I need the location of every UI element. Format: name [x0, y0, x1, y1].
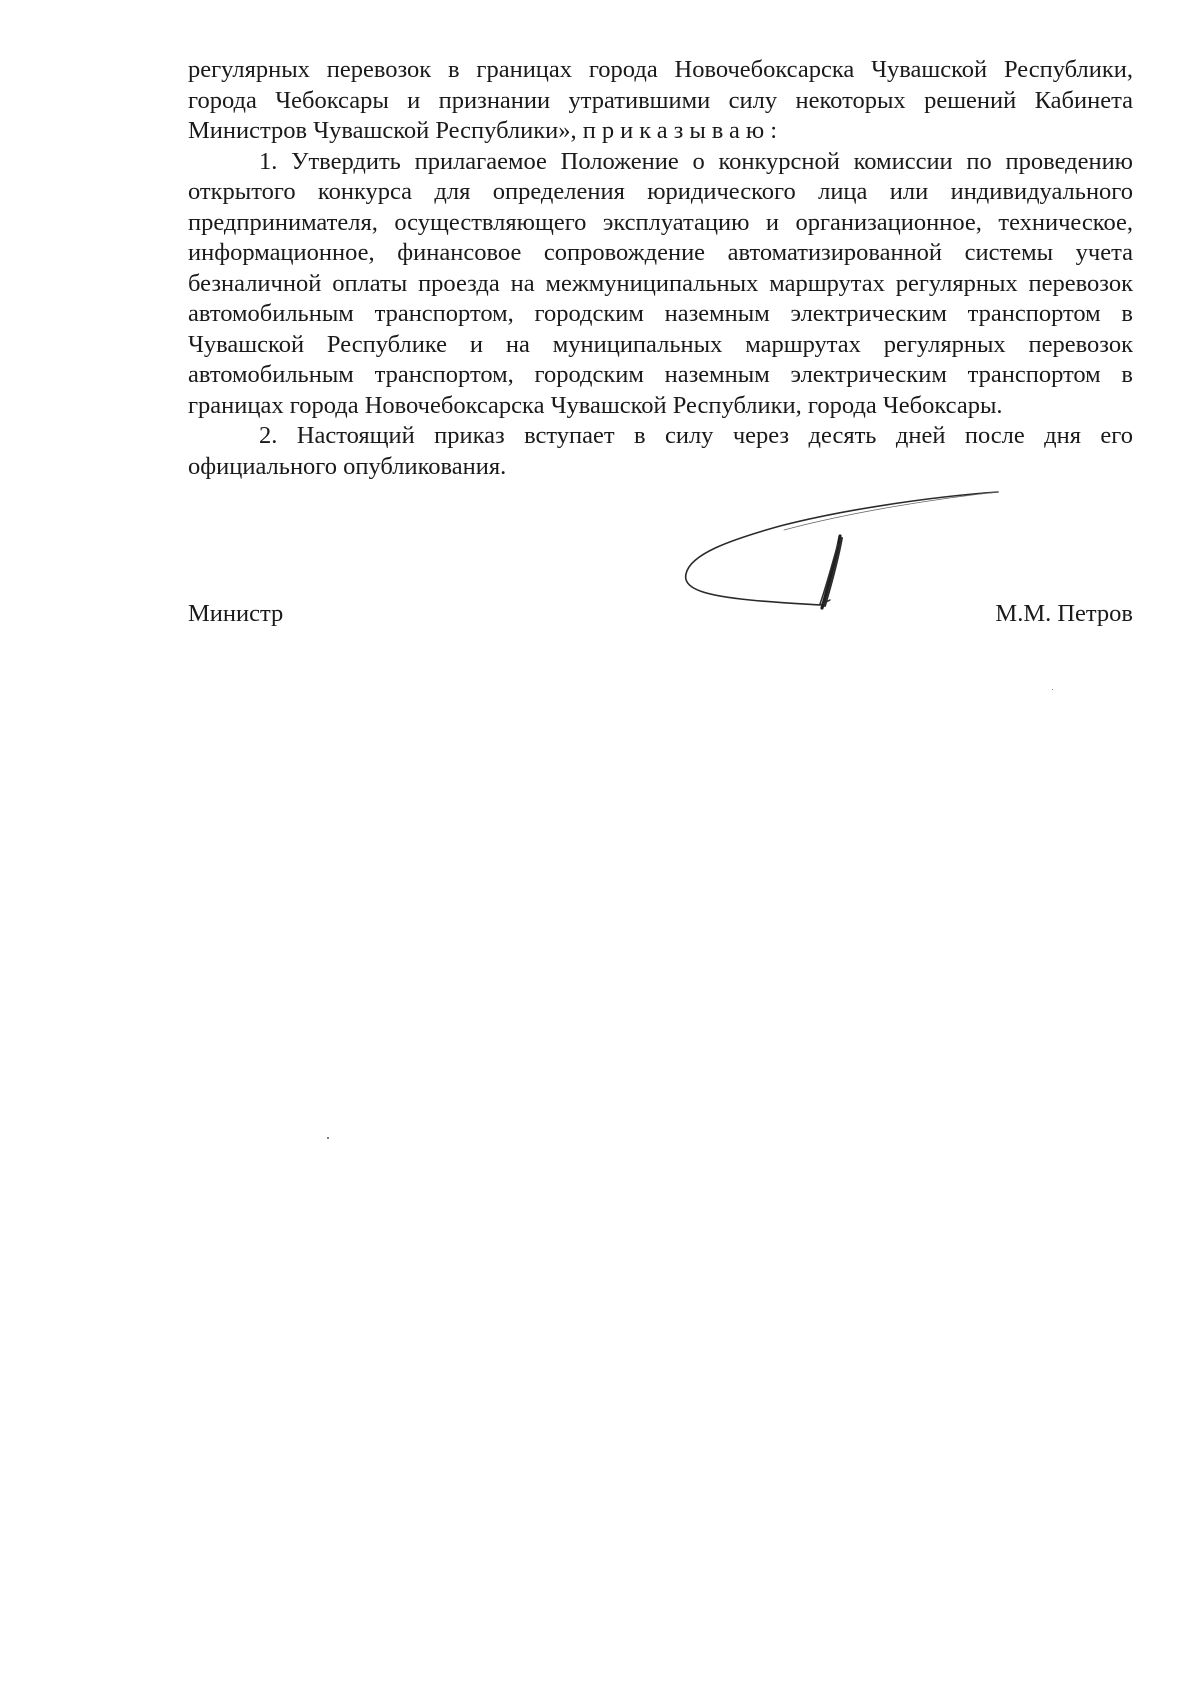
- signature-block: [188, 600, 1133, 640]
- scan-speck: [1052, 689, 1053, 690]
- signatory-title: Министр: [188, 600, 284, 627]
- order-word: приказываю:: [582, 117, 784, 144]
- paragraph-item-2: 2. Настоящий приказ вступает в силу через десять дней после дня его официального опубликования.: [188, 422, 1133, 480]
- preamble-text: регулярных перевозок в границах города Новочебоксарска Чувашской Республики, города Чебоксары и признании утратившими силу некоторых решений Кабинета Министров Чувашской Республики»,: [188, 56, 1133, 144]
- signatory-name: М.М. Петров: [995, 600, 1133, 627]
- paragraph-preamble-end: [188, 55, 1133, 147]
- paragraph-item-1: 1. Утвердить прилагаемое Положение о конкурсной комиссии по проведению открытого конкурса для определения юридического лица или индивидуального предпринимателя, осуществляющего эксплуатацию и организационное, техническое, информационное, финансовое сопровождение автоматизированной системы учета безналичной оплаты проезда на межмуниципальных маршрутах регулярных перевозок автомобильным транспортом, городским наземным электрическим транспортом в Чувашской Республике и на муниципальных маршрутах регулярных перевозок автомобильным транспортом, городским наземным электрическим транспортом в границах города Новочебоксарска Чувашской Республики, города Чебоксары.: [188, 147, 1133, 419]
- document-body: [188, 55, 1133, 482]
- scan-speck: [327, 1137, 329, 1139]
